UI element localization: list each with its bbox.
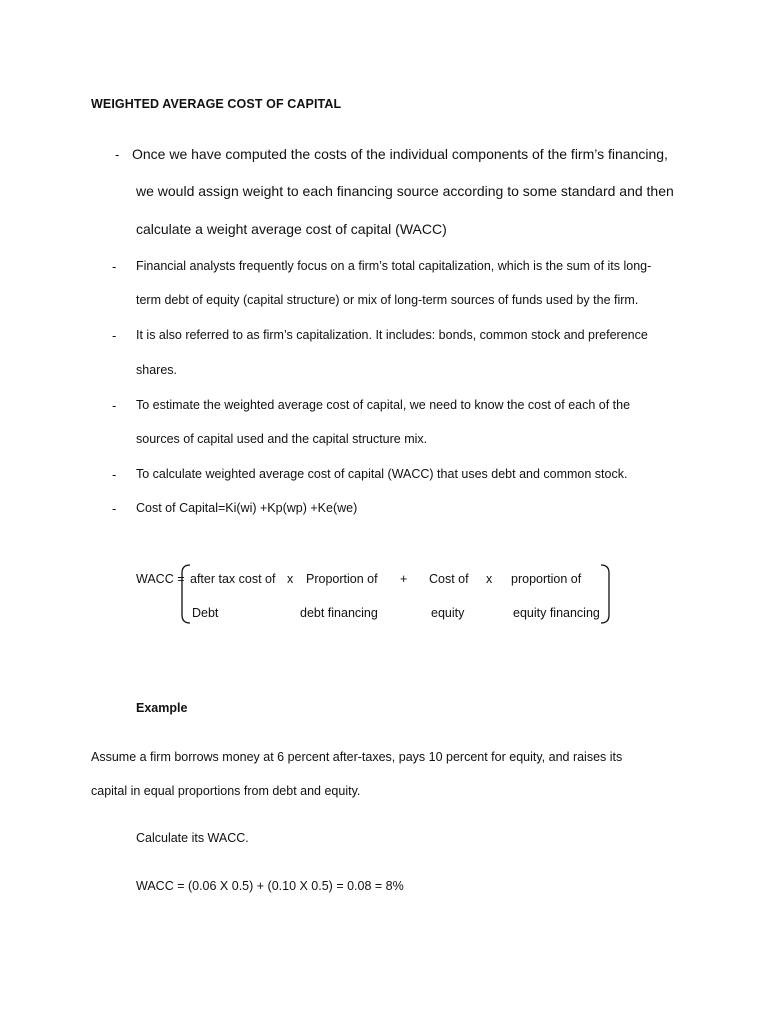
- bullet-3-line-1: It is also referred to as firm’s capitalization. It includes: bonds, common stock and preference: [136, 328, 648, 342]
- formula-proportion-of: Proportion of: [306, 572, 378, 586]
- bullet-1-line-3: calculate a weight average cost of capital (WACC): [136, 221, 447, 237]
- bullet-4-line-2: sources of capital used and the capital structure mix.: [136, 432, 428, 446]
- bullet-2-line-2: term debt of equity (capital structure) or mix of long-term sources of funds used by the firm.: [136, 293, 639, 307]
- document-title: WEIGHTED AVERAGE COST OF CAPITAL: [91, 97, 342, 111]
- formula-times-1: x: [287, 572, 294, 586]
- bullet-6-line-1: Cost of Capital=Ki(wi) +Kp(wp) +Ke(we): [136, 501, 358, 515]
- bullet-3-line-2: shares.: [136, 363, 177, 377]
- formula-equity-financing: equity financing: [513, 606, 600, 620]
- bullet-dash: -: [112, 328, 117, 343]
- right-bracket: [599, 563, 613, 625]
- formula-plus: +: [400, 572, 408, 586]
- formula-proportion-of-2: proportion of: [511, 572, 582, 586]
- example-answer: WACC = (0.06 X 0.5) + (0.10 X 0.5) = 0.08 = 8%: [136, 879, 404, 893]
- formula-debt: Debt: [192, 606, 219, 620]
- formula-equity: equity: [431, 606, 465, 620]
- bullet-2-line-1: Financial analysts frequently focus on a firm’s total capitalization, which is the sum of its long-: [136, 259, 652, 273]
- bullet-dash: -: [112, 259, 117, 274]
- formula-debt-financing: debt financing: [300, 606, 378, 620]
- formula-after-tax-cost: after tax cost of: [190, 572, 276, 586]
- example-heading: Example: [136, 701, 188, 715]
- example-paragraph-line-2: capital in equal proportions from debt and equity.: [91, 784, 361, 798]
- bullet-1-line-1: Once we have computed the costs of the individual components of the firm’s financing,: [132, 146, 668, 162]
- formula-cost-of: Cost of: [429, 572, 469, 586]
- example-question: Calculate its WACC.: [136, 831, 249, 845]
- formula-times-2: x: [486, 572, 493, 586]
- bullet-5-line-1: To calculate weighted average cost of capital (WACC) that uses debt and common stock.: [136, 467, 628, 481]
- example-paragraph-line-1: Assume a firm borrows money at 6 percent after-taxes, pays 10 percent for equity, and raises its: [91, 750, 623, 764]
- bullet-1-line-2: we would assign weight to each financing source according to some standard and then: [136, 183, 674, 199]
- bullet-dash: -: [112, 398, 117, 413]
- bullet-4-line-1: To estimate the weighted average cost of capital, we need to know the cost of each of the: [136, 398, 631, 412]
- bullet-dash: -: [112, 467, 117, 482]
- formula-lhs: WACC =: [136, 572, 185, 586]
- bullet-dash: -: [112, 501, 117, 516]
- bullet-dash: -: [115, 147, 120, 162]
